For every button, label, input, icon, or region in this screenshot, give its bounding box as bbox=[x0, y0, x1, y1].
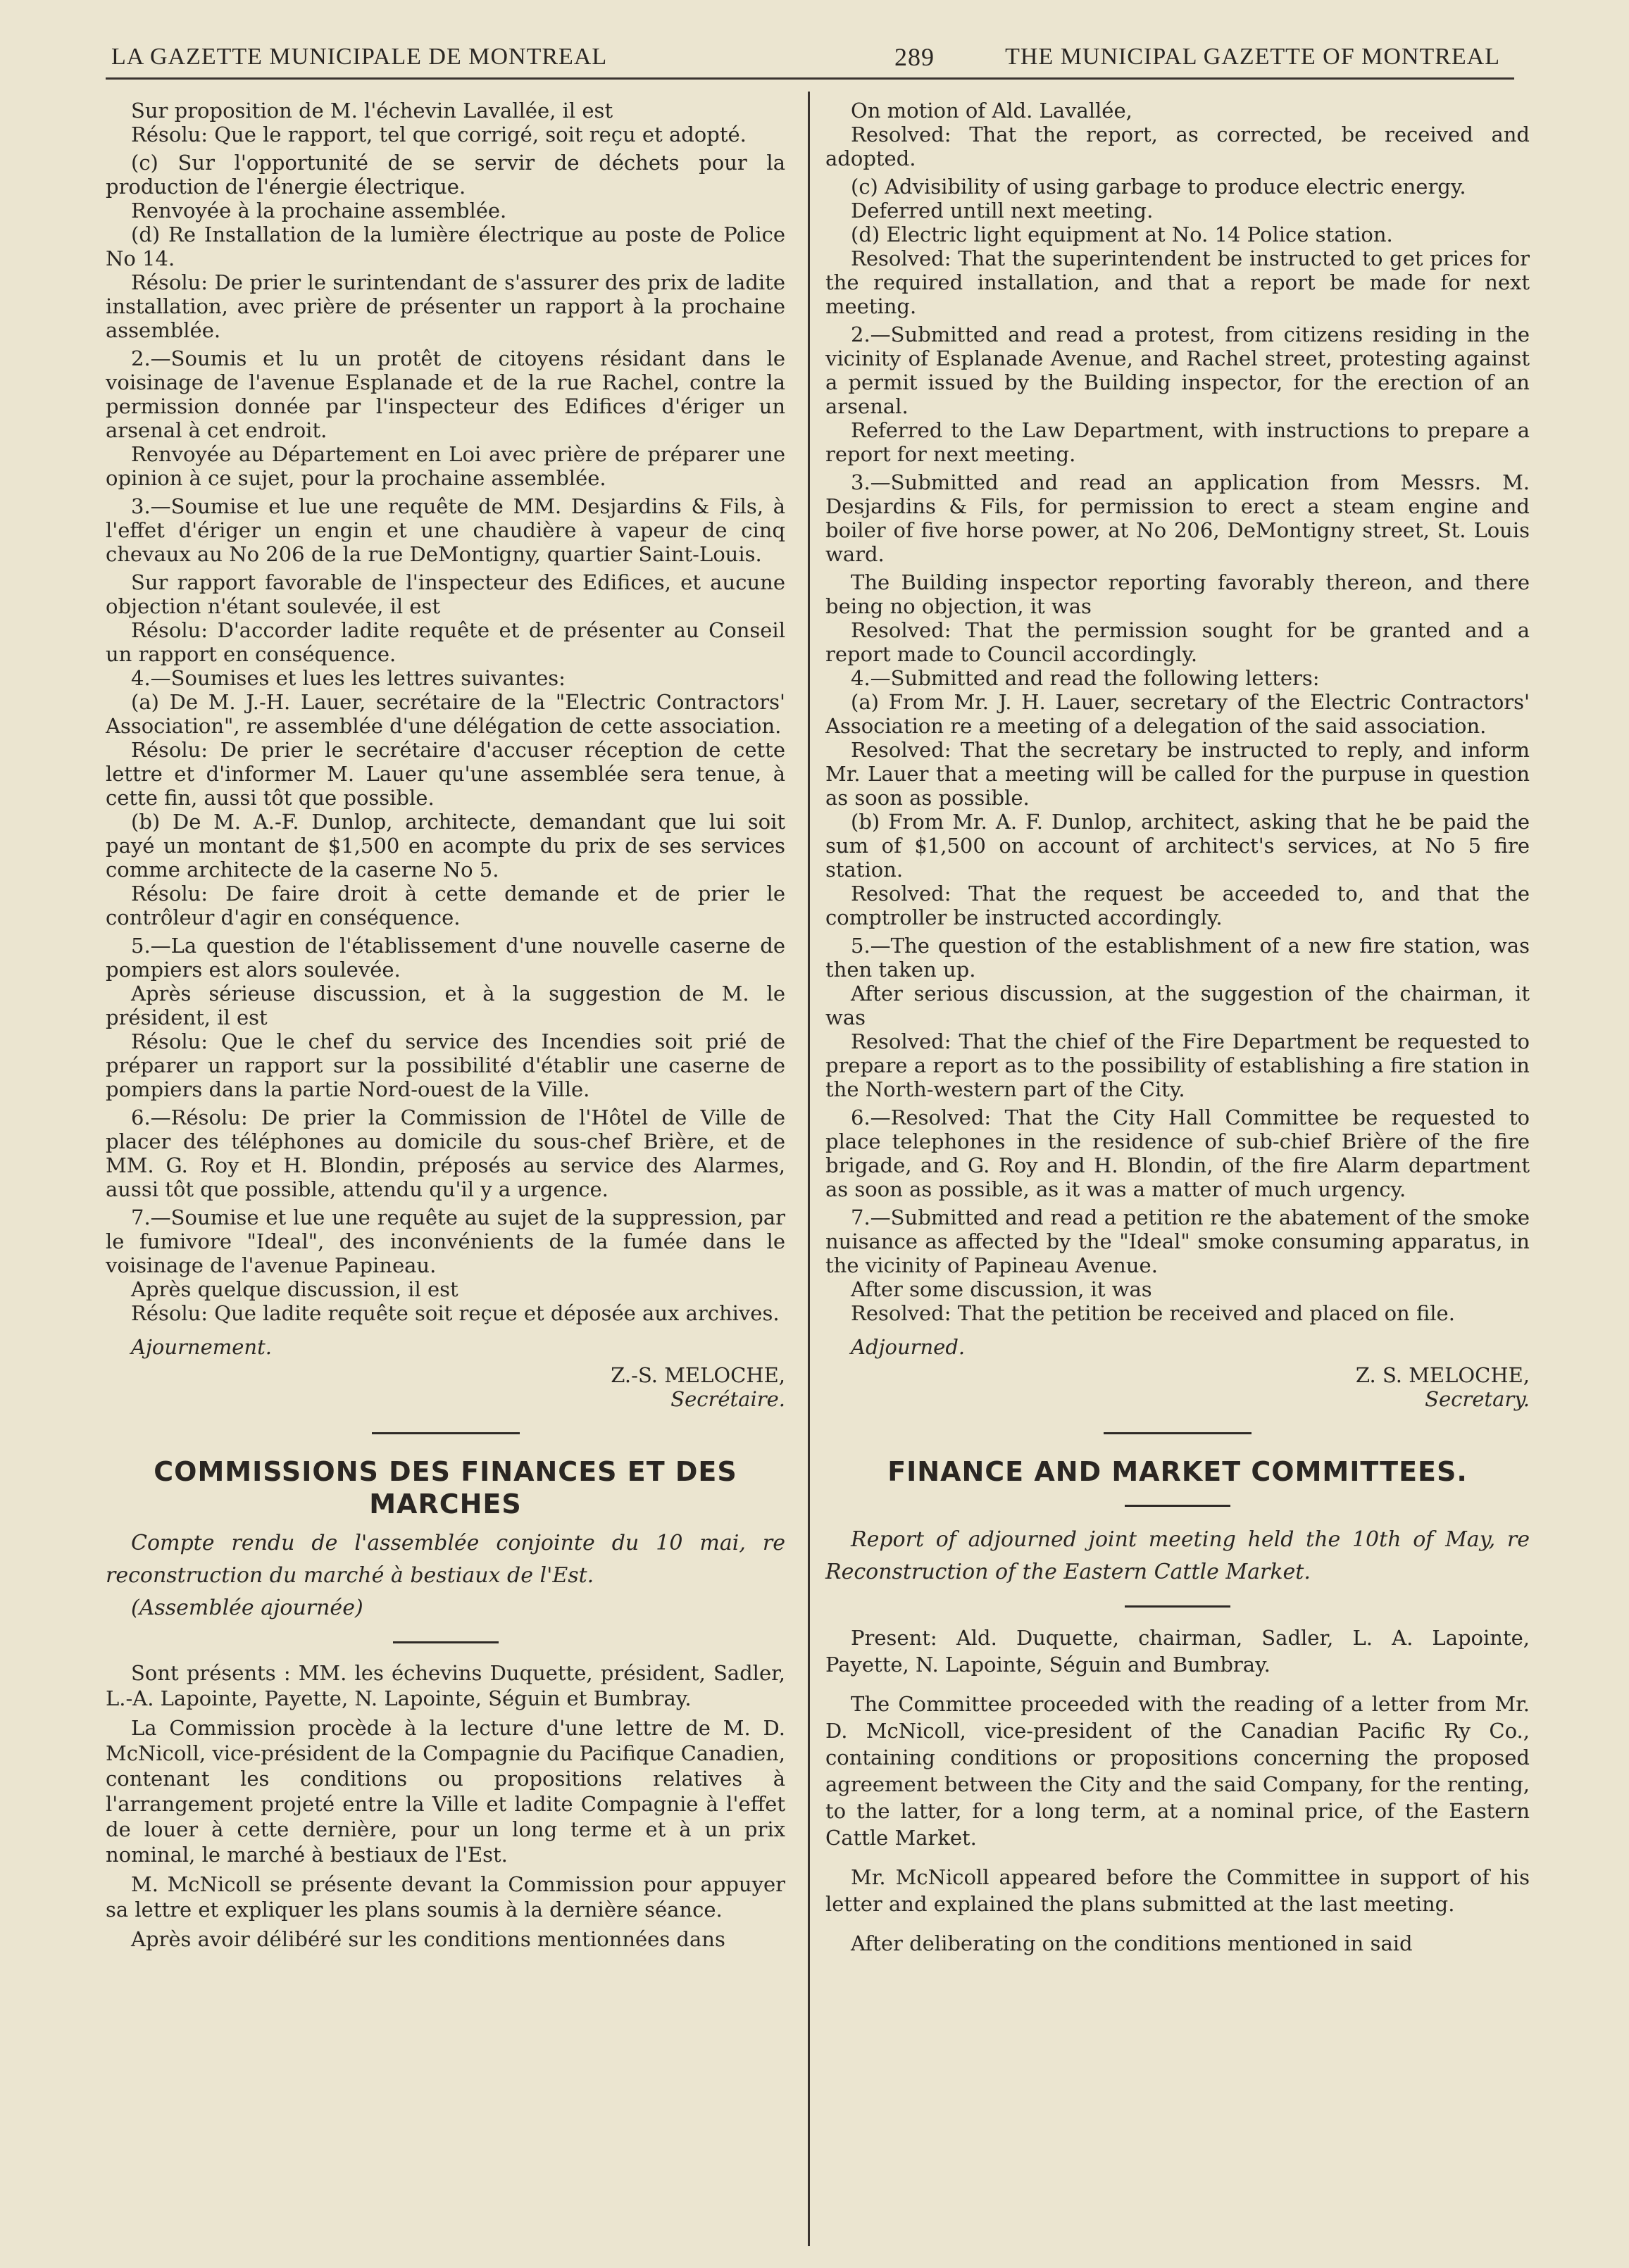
paragraph: (c) Sur l'opportunité de se servir de déchets pour la production de l'énergie électrique. bbox=[106, 151, 785, 199]
paragraph: 4.—Submitted and read the following letters: bbox=[851, 666, 1320, 690]
paragraph: Mr. McNicoll appeared before the Committee in support of his letter and explained the plans submitted at the last meeting. bbox=[825, 1865, 1530, 1916]
paragraph: After serious discussion, at the suggestion of the chairman, it was bbox=[825, 982, 1530, 1029]
paragraph: Résolu: Que ladite requête soit reçue et déposée aux archives. bbox=[131, 1301, 780, 1325]
paragraph: 4.—Soumises et lues les lettres suivantes: bbox=[131, 666, 566, 690]
subsection-rule bbox=[1125, 1605, 1230, 1608]
paragraph: 5.—La question de l'établissement d'une nouvelle caserne de pompiers est alors soulevée. bbox=[106, 934, 785, 982]
paragraph: 3.—Submitted and read an application from Messrs. M. Desjardins & Fils, for permission to erect a steam engine and boiler of five horse power, at No 206, DeMontigny street, St. Louis ward. bbox=[825, 470, 1530, 566]
adjourned-label: Ajournement. bbox=[131, 1335, 272, 1359]
paragraph: (c) Advisibility of using garbage to produce electric energy. bbox=[851, 175, 1466, 199]
paragraph: Après sérieuse discussion, et à la suggestion de M. le président, il est bbox=[106, 982, 785, 1029]
paragraph: Sur proposition de M. l'échevin Lavallée, il est bbox=[131, 99, 613, 123]
section-subtitle: Compte rendu de l'assemblée conjointe du 10 mai, re reconstruction du marché à bestiaux de l'Est. bbox=[106, 1531, 785, 1588]
paragraph: Resolved: That the superintendent be instructed to get prices for the required installation, and that a report be made for next meeting. bbox=[825, 246, 1530, 318]
paragraph: Résolu: D'accorder ladite requête et de présenter au Conseil un rapport en conséquence. bbox=[106, 618, 785, 666]
paragraph: Résolu: De prier le secrétaire d'accuser réception de cette lettre et d'informer M. Lauer qu'une assemblée sera tenue, à cette fin, aussi tôt que possible. bbox=[106, 738, 785, 810]
paragraph: Renvoyée à la prochaine assemblée. bbox=[131, 199, 507, 223]
english-minutes bbox=[825, 99, 1530, 1411]
paragraph: After some discussion, it was bbox=[851, 1277, 1152, 1301]
column-divider bbox=[808, 92, 810, 2246]
paragraph: 6.—Résolu: De prier la Commission de l'Hôtel de Ville de placer des téléphones au domicile du sous-chef Brière, et de MM. G. Roy et H. Blondin, préposés au service des Alarmes, aussi tôt que possible, attendu qu'il y a urgence. bbox=[106, 1105, 785, 1201]
paragraph: Resolved: That the petition be received and placed on file. bbox=[851, 1301, 1455, 1325]
section-subtitle-note: (Assemblée ajournée) bbox=[131, 1596, 363, 1620]
english-column bbox=[825, 99, 1530, 1957]
paragraph: Resolved: That the secretary be instructed to reply, and inform Mr. Lauer that a meeting will be called for the purpuse in question as soon as possible. bbox=[825, 738, 1530, 810]
section-title: COMMISSIONS DES FINANCES ET DES MARCHES bbox=[154, 1456, 737, 1520]
paragraph: On motion of Ald. Lavallée, bbox=[851, 99, 1132, 123]
paragraph: Résolu: Que le chef du service des Incendies soit prié de préparer un rapport sur la possibilité d'établir une caserne de pompiers dans la partie Nord-ouest de la Ville. bbox=[106, 1029, 785, 1101]
paragraph: The Building inspector reporting favorably thereon, and there being no objection, it was bbox=[825, 570, 1530, 618]
english-report bbox=[825, 1624, 1530, 1957]
paragraph: Résolu: De faire droit à cette demande et de prier le contrôleur d'agir en conséquence. bbox=[106, 882, 785, 929]
signature-name: Z.-S. MELOCHE, bbox=[611, 1363, 785, 1387]
paragraph: Renvoyée au Département en Loi avec prière de préparer une opinion à ce sujet, pour la prochaine assemblée. bbox=[106, 442, 785, 490]
paragraph: Résolu: De prier le surintendant de s'assurer des prix de ladite installation, avec prière de présenter un rapport à la prochaine assemblée. bbox=[106, 270, 785, 342]
paragraph: Sont présents : MM. les échevins Duquette, président, Sadler, L.-A. Lapointe, Payette, N. Lapointe, Séguin et Bumbray. bbox=[106, 1661, 785, 1710]
french-minutes bbox=[106, 99, 785, 1411]
signature-name: Z. S. MELOCHE, bbox=[1355, 1363, 1530, 1387]
section-title: FINANCE AND MARKET COMMITTEES. bbox=[887, 1456, 1468, 1487]
paragraph: Resolved: That the report, as corrected, be received and adopted. bbox=[825, 123, 1530, 170]
paragraph: M. McNicoll se présente devant la Commission pour appuyer sa lettre et expliquer les plans soumis à la dernière séance. bbox=[106, 1872, 785, 1922]
paragraph: (a) From Mr. J. H. Lauer, secretary of the Electric Contractors' Association re a meeting of a delegation of the said association. bbox=[825, 690, 1530, 738]
paragraph: 5.—The question of the establishment of a new fire station, was then taken up. bbox=[825, 934, 1530, 982]
paragraph: 7.—Soumise et lue une requête au sujet de la suppression, par le fumivore "Ideal", des inconvénients de la fumée dans le voisinage de l'avenue Papineau. bbox=[106, 1205, 785, 1277]
subsection-rule bbox=[393, 1641, 499, 1643]
paragraph: (b) From Mr. A. F. Dunlop, architect, asking that he be paid the sum of $1,500 on account of architect's services, at No 5 fire station. bbox=[825, 810, 1530, 882]
paragraph: (a) De M. J.-H. Lauer, secrétaire de la "Electric Contractors' Association", re assemblée d'une délégation de cette association. bbox=[106, 690, 785, 738]
paragraph: 7.—Submitted and read a petition re the abatement of the smoke nuisance as affected by the "Ideal" smoke consuming apparatus, in the vicinity of Papineau Avenue. bbox=[825, 1205, 1530, 1277]
paragraph: After deliberating on the conditions mentioned in said bbox=[851, 1931, 1413, 1955]
page-header bbox=[106, 39, 1514, 80]
french-column bbox=[106, 99, 785, 1952]
header-english-title: THE MUNICIPAL GAZETTE OF MONTREAL bbox=[1005, 44, 1500, 70]
paragraph: Resolved: That the request be acceeded to, and that the comptroller be instructed accordingly. bbox=[825, 882, 1530, 929]
section-rule bbox=[372, 1432, 520, 1434]
signature-role: Secrétaire. bbox=[670, 1387, 785, 1411]
paragraph: Après quelque discussion, il est bbox=[131, 1277, 458, 1301]
paragraph: Après avoir délibéré sur les conditions mentionnées dans bbox=[131, 1927, 725, 1951]
title-rule bbox=[1125, 1505, 1230, 1507]
paragraph: Résolu: Que le rapport, tel que corrigé, soit reçu et adopté. bbox=[131, 123, 747, 146]
paragraph: Referred to the Law Department, with instructions to prepare a report for next meeting. bbox=[825, 418, 1530, 466]
header-french-title: LA GAZETTE MUNICIPALE DE MONTREAL bbox=[111, 44, 608, 70]
paragraph: 3.—Soumise et lue une requête de MM. Desjardins & Fils, à l'effet d'ériger un engin et une chaudière à vapeur de cinq chevaux au No 206 de la rue DeMontigny, quartier Saint-Louis. bbox=[106, 494, 785, 566]
french-report bbox=[106, 1660, 785, 1952]
paragraph: Sur rapport favorable de l'inspecteur des Edifices, et aucune objection n'étant soulevée, il est bbox=[106, 570, 785, 618]
paragraph: 2.—Submitted and read a protest, from citizens residing in the vicinity of Esplanade Avenue, and Rachel street, protesting against a permit issued by the Building inspector, for the erection of an arsenal. bbox=[825, 322, 1530, 418]
paragraph: Deferred untill next meeting. bbox=[851, 199, 1154, 223]
paragraph: 2.—Soumis et lu un protêt de citoyens résidant dans le voisinage de l'avenue Esplanade et de la rue Rachel, contre la permission donnée par l'inspecteur des Edifices d'ériger un arsenal à cet endroit. bbox=[106, 346, 785, 442]
section-subtitle: Report of adjourned joint meeting held the 10th of May, re Reconstruction of the Eastern Cattle Market. bbox=[825, 1527, 1530, 1584]
paragraph: (b) De M. A.-F. Dunlop, architecte, demandant que lui soit payé un montant de $1,500 en acompte du prix de ses services comme architecte de la caserne No 5. bbox=[106, 810, 785, 882]
paragraph: Present: Ald. Duquette, chairman, Sadler, L. A. Lapointe, Payette, N. Lapointe, Séguin and Bumbray. bbox=[825, 1626, 1530, 1677]
page-number: 289 bbox=[894, 43, 935, 71]
paragraph: The Committee proceeded with the reading of a letter from Mr. D. McNicoll, vice-president of the Canadian Pacific Ry Co., containing conditions or propositions concerning the proposed agreement between the City and the said Company, for the renting, to the latter, for a long term, at a nominal price, of the Eastern Cattle Market. bbox=[825, 1692, 1530, 1850]
paragraph: Resolved: That the permission sought for be granted and a report made to Council accordingly. bbox=[825, 618, 1530, 666]
section-rule bbox=[1104, 1432, 1252, 1434]
paragraph: (d) Electric light equipment at No. 14 Police station. bbox=[851, 223, 1393, 246]
signature-role: Secretary. bbox=[1425, 1387, 1530, 1411]
paragraph: La Commission procède à la lecture d'une lettre de M. D. McNicoll, vice-président de la Compagnie du Pacifique Canadien, contenant les conditions ou propositions relatives à l'arrangement projeté entre la Ville et ladite Compagnie à l'effet de louer à cette dernière, pour un long terme et à un prix nominal, le marché à bestiaux de l'Est. bbox=[106, 1716, 785, 1867]
adjourned-label: Adjourned. bbox=[851, 1335, 966, 1359]
paragraph: Resolved: That the chief of the Fire Department be requested to prepare a report as to the possibility of establishing a fire station in the North-western part of the City. bbox=[825, 1029, 1530, 1101]
paragraph: 6.—Resolved: That the City Hall Committee be requested to place telephones in the residence of sub-chief Brière of the fire brigade, and G. Roy and H. Blondin, of the fire Alarm department as soon as possible, as it was a matter of much urgency. bbox=[825, 1105, 1530, 1201]
paragraph: (d) Re Installation de la lumière électrique au poste de Police No 14. bbox=[106, 223, 785, 270]
